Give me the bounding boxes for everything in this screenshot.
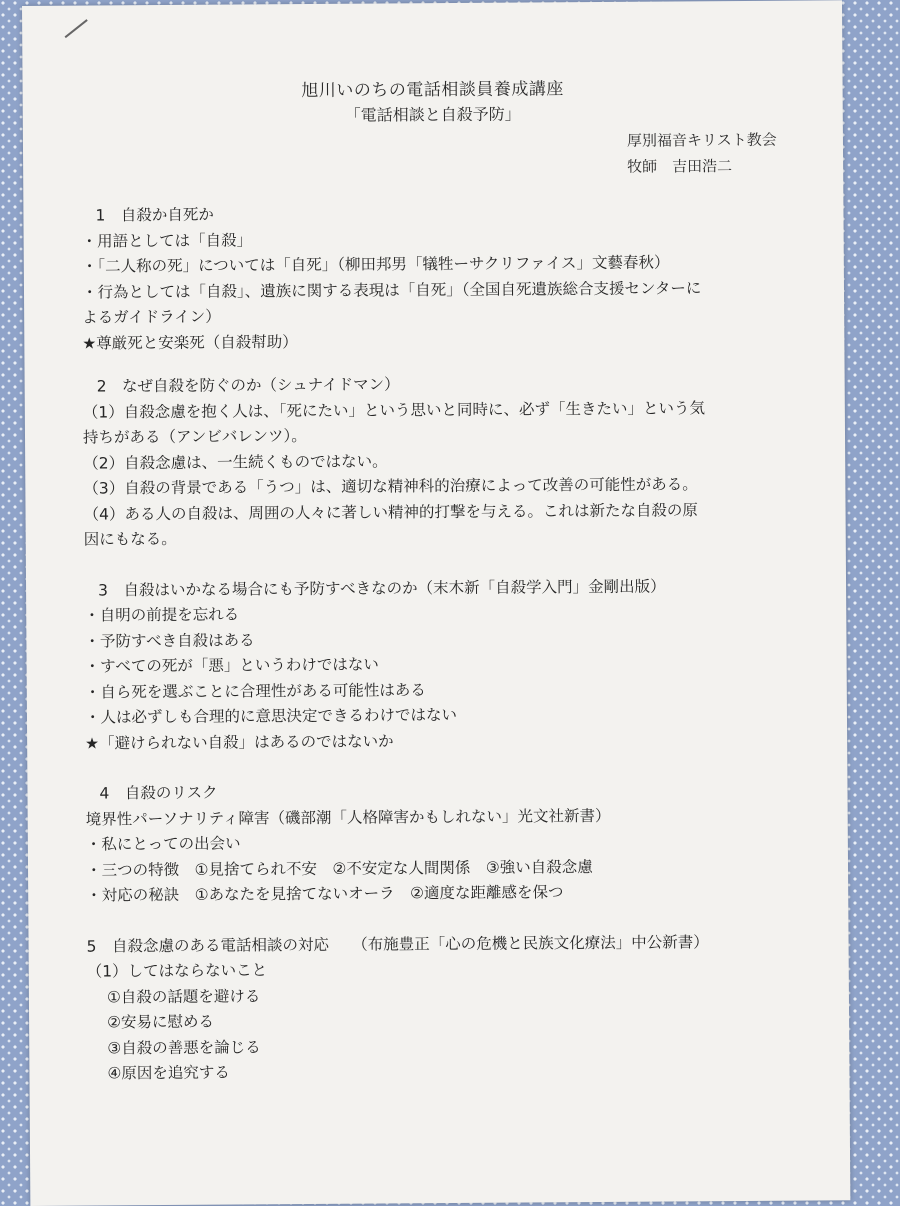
section-1-line: ・「二人称の死」については「自死」（柳田邦男「犠牲ーサクリファイス」文藝春秋） bbox=[81, 253, 670, 276]
document-title: 旭川いのちの電話相談員養成講座 bbox=[301, 79, 564, 102]
section-2-line: （4）ある人の自殺は、周囲の人々に著しい精神的打撃を与える。これは新たな自殺の原 bbox=[83, 500, 698, 524]
section-5-line: （1）してはならないこと bbox=[86, 961, 268, 981]
section-3-line: ・人は必ずしも合理的に意思決定できるわけではない bbox=[84, 705, 458, 727]
section-3-line: ・予防すべき自殺はある bbox=[84, 630, 255, 651]
section-2-line: 持ちがある（アンビバレンツ）。 bbox=[82, 427, 307, 447]
document-page bbox=[22, 0, 850, 1206]
section-2-line: （2）自殺念慮は、一生続くものではない。 bbox=[83, 451, 388, 473]
pen-mark bbox=[65, 19, 88, 38]
section-5-heading: 5 自殺念慮のある電話相談の対応 （布施豊正「心の危機と民族文化療法」中公新書） bbox=[86, 932, 709, 956]
section-2-line: （3）自殺の背景である「うつ」は、適切な精神科的治療によって改善の可能性がある。 bbox=[83, 475, 698, 498]
document-subtitle: 「電話相談と自殺予防」 bbox=[344, 104, 521, 125]
section-4-line: ・三つの特徴 ①見捨てられ不安 ②不安定な人間関係 ③強い自殺念慮 bbox=[85, 857, 593, 880]
section-2-heading: 2 なぜ自殺を防ぐのか（シュナイドマン） bbox=[96, 375, 400, 396]
document-body bbox=[81, 198, 827, 1087]
section-1-line: ★尊厳死と安楽死（自殺幇助） bbox=[82, 332, 298, 353]
section-3-heading: 3 自殺はいかなる場合にも予防すべきなのか（末木新「自殺学入門」金剛出版） bbox=[98, 577, 666, 599]
section-4-line: ・対応の秘訣 ①あなたを見捨てないオーラ ②適度な距離感を保つ bbox=[86, 883, 564, 905]
section-5-line: ②安易に慰める bbox=[107, 1012, 215, 1032]
section-2-line: 因にもなる。 bbox=[83, 529, 177, 549]
section-3-line: ・すべての死が「悪」というわけではない bbox=[84, 655, 379, 676]
author-name: 牧師 吉田浩二 bbox=[627, 157, 733, 176]
section-1-heading: 1 自殺か自死か bbox=[95, 205, 214, 225]
section-4-heading: 4 自殺のリスク bbox=[99, 783, 218, 803]
section-1-line: ・行為としては「自殺」、遺族に関する表現は「自死」（全国自死遺族総合支援センターに bbox=[81, 278, 702, 302]
section-3-line: ★「避けられない自殺」はあるのではないか bbox=[85, 731, 394, 753]
section-1-line: ・用語としては「自殺」 bbox=[81, 230, 253, 251]
section-4-line: 境界性パーソナリティ障害（磯部潮「人格障害かもしれない」光文社新書） bbox=[85, 806, 611, 829]
section-1-line: よるガイドライン） bbox=[82, 307, 221, 327]
section-5-line: ④原因を追究する bbox=[107, 1063, 230, 1083]
section-5-line: ①自殺の話題を避ける bbox=[106, 986, 261, 1006]
author-block bbox=[627, 127, 777, 180]
section-4-line: ・私にとっての出会い bbox=[85, 834, 241, 854]
section-5-line: ③自殺の善悪を論じる bbox=[107, 1037, 261, 1057]
section-3-line: ・自明の前提を忘れる bbox=[84, 605, 240, 625]
author-organization: 厚別福音キリスト教会 bbox=[626, 130, 777, 150]
section-3-line: ・自ら死を選ぶことに合理性がある可能性はある bbox=[84, 680, 426, 702]
section-2-line: （1）自殺念慮を抱く人は、「死にたい」という思いと同時に、必ず「生きたい」という気 bbox=[82, 398, 706, 422]
